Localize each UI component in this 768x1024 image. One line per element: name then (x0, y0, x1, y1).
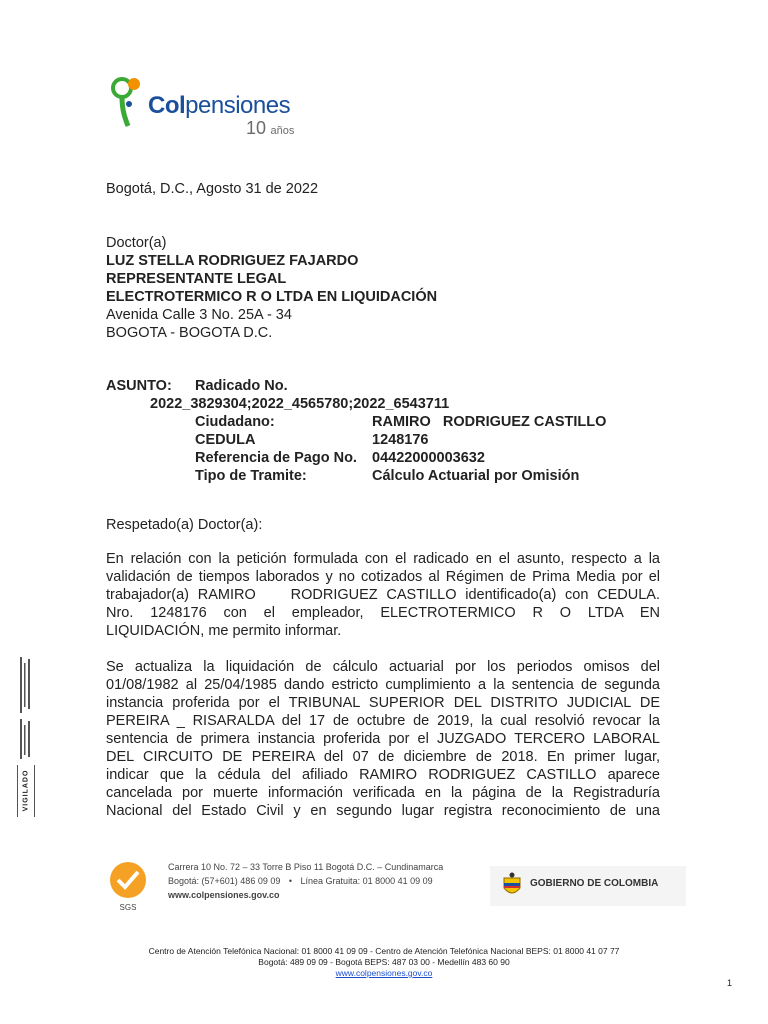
letter-date: Bogotá, D.C., Agosto 31 de 2022 (106, 181, 319, 197)
subject-label: ASUNTO: (106, 378, 172, 394)
paragraph-line: validación de tiempos laborados y no cotizados al Régimen de Prima Media por el (106, 569, 660, 585)
footer-contact (106, 858, 686, 918)
paragraph-line: indicar que la cédula del afiliado RAMIRO RODRIGUEZ CASTILLO aparece (106, 767, 660, 783)
recipient-address: Avenida Calle 3 No. 25A - 34 (106, 307, 292, 323)
logo-anniversary (246, 118, 294, 139)
paragraph-line: Nacional del Estado Civil y en segundo lugar registra reconocimiento de una (106, 803, 660, 819)
subject-row-value: Cálculo Actuarial por Omisión (372, 468, 580, 484)
paragraph-line: instancia proferida por el TRIBUNAL SUPERIOR DEL DISTRITO JUDICIAL DE (106, 695, 660, 711)
coat-of-arms-icon (500, 872, 524, 900)
logo-wordmark (148, 92, 290, 120)
bottom-line-1: Centro de Atención Telefónica Nacional: 01 8000 41 09 09 - Centro de Atención Telefónica Nacional BEPS: 01 8000 41 07 77 (148, 946, 620, 956)
paragraph-line: PEREIRA _ RISARALDA del 17 de octubre de 2019, la cual resolvió revocar la (106, 713, 660, 729)
subject-row-label: Ciudadano: (195, 414, 275, 430)
subject-row-label: Referencia de Pago No. (195, 450, 357, 466)
paragraph-line: sentencia de primera instancia proferida por el JUZGADO TERCERO LABORAL (106, 731, 660, 747)
bottom-website-link[interactable]: www.colpensiones.gov.co (335, 968, 433, 978)
recipient-company: ELECTROTERMICO R O LTDA EN LIQUIDACIÓN (106, 289, 438, 305)
gobierno-text: GOBIERNO DE COLOMBIA (530, 878, 659, 889)
footer-free-line: Línea Gratuita: 01 8000 41 09 09 (300, 876, 433, 886)
recipient-city: BOGOTA - BOGOTA D.C. (106, 325, 273, 341)
logo-years-word: años (270, 125, 295, 137)
paragraph-line: En relación con la petición formulada con el radicado en el asunto, respecto a la (106, 551, 660, 567)
footer-phone: Bogotá: (57+601) 486 09 09 (168, 876, 281, 886)
side-vigilado-stamp (14, 655, 38, 820)
body-paragraph-1 (106, 550, 660, 640)
side-stamp-text: VIGILADO (22, 769, 30, 812)
paragraph-line: Nro. 1248176 con el empleador, ELECTROTERMICO R O LTDA EN (106, 605, 660, 621)
bottom-footer (0, 946, 768, 979)
logo-years-number: 10 (246, 118, 267, 138)
paragraph-line: 01/08/1982 al 25/04/1985 dando estricto cumplimiento a la sentencia de segunda (106, 677, 660, 693)
bottom-line-2: Bogotá: 489 09 09 - Bogotá BEPS: 487 03 00 - Medellín 483 60 90 (258, 957, 510, 967)
body-paragraph-2 (106, 658, 660, 820)
colpensiones-logo-icon (110, 74, 150, 130)
footer-address: Carrera 10 No. 72 – 33 Torre B Piso 11 Bogotá D.C. – Cundinamarca (168, 862, 444, 872)
subject-row-value: RAMIRO RODRIGUEZ CASTILLO (372, 414, 607, 430)
subject-row-value: 1248176 (372, 432, 429, 448)
paragraph-line: DEL CIRCUITO DE PEREIRA del 07 de diciembre de 2018. En primer lugar, (106, 749, 660, 765)
paragraph-line: trabajador(a) RAMIRO RODRIGUEZ CASTILLO identificado(a) con CEDULA. (106, 587, 660, 603)
logo-wordmark-col: Col (148, 92, 186, 119)
quality-certification-icon (106, 858, 150, 914)
subject-radicado-label: Radicado No. (195, 378, 288, 394)
page-number: 1 (726, 978, 732, 988)
footer-website[interactable]: www.colpensiones.gov.co (168, 890, 280, 900)
recipient-name: LUZ STELLA RODRIGUEZ FAJARDO (106, 253, 359, 269)
subject-row-label: CEDULA (195, 432, 256, 448)
recipient-salutation: Doctor(a) (106, 235, 167, 251)
colpensiones-logo (110, 74, 310, 144)
paragraph-line: LIQUIDACIÓN, me permito informar. (106, 623, 342, 639)
footer-lines (168, 860, 443, 902)
footer-phones (168, 874, 443, 888)
subject-row-label: Tipo de Tramite: (195, 468, 307, 484)
cert-mark-text: SGS (119, 903, 137, 912)
paragraph-line: Se actualiza la liquidación de cálculo actuarial por los periodos omisos del (106, 659, 660, 675)
gobierno-colombia-banner (490, 866, 686, 906)
bullet-separator: • (288, 876, 293, 886)
letter-greeting: Respetado(a) Doctor(a): (106, 517, 263, 533)
logo-wordmark-pensiones: pensiones (185, 92, 291, 119)
paragraph-line: cancelada por muerte información verificada en la página de la Registraduría (106, 785, 660, 801)
subject-row-value: 04422000003632 (372, 450, 485, 466)
recipient-role: REPRESENTANTE LEGAL (106, 271, 287, 287)
subject-radicado-value: 2022_3829304;2022_4565780;2022_6543711 (150, 396, 450, 412)
